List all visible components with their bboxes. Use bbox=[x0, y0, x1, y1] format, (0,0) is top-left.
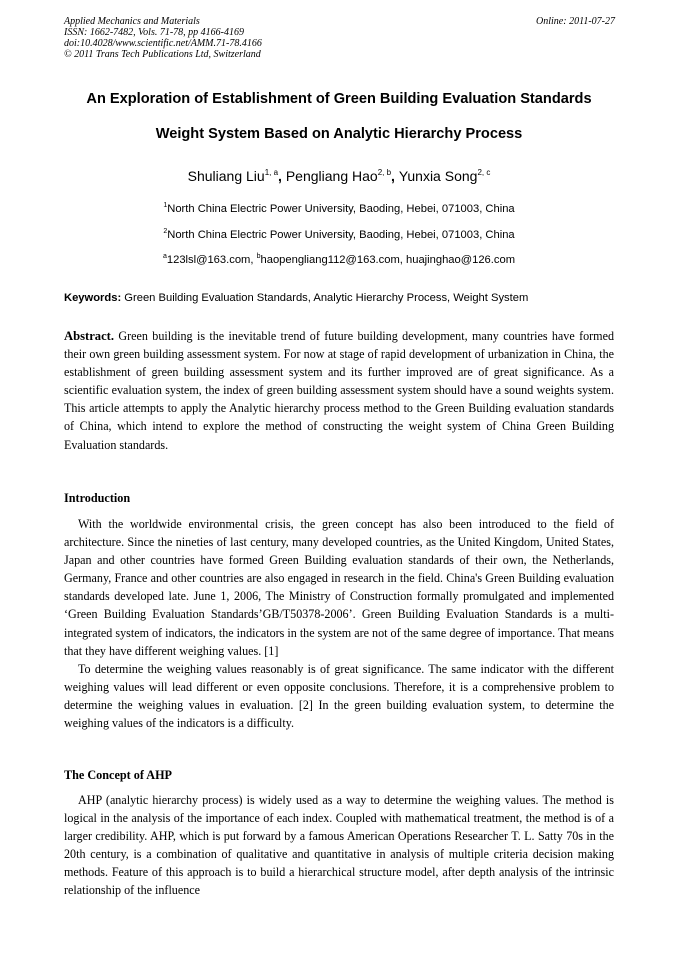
author-emails bbox=[40, 254, 638, 266]
paper-title-line-1: An Exploration of Establishment of Green Building Evaluation Standards bbox=[86, 91, 592, 107]
copyright-line: © 2011 Trans Tech Publications Ltd, Switzerland bbox=[64, 49, 261, 60]
abstract-label: Abstract. bbox=[64, 329, 115, 343]
affiliation-superscript: 2 bbox=[163, 228, 168, 235]
affiliation-text: North China Electric Power University, Baoding, Hebei, 071003, China bbox=[167, 203, 515, 215]
email-text: haopengliang112@163.com, huajinghao@126.com bbox=[260, 254, 516, 266]
affiliation-superscript: 1 bbox=[163, 202, 168, 209]
section-heading-introduction: Introduction bbox=[64, 491, 131, 505]
introduction-body bbox=[64, 515, 614, 732]
abstract-text: Green building is the inevitable trend of future building development, many countries have formed their own green building assessment system. For now at stage of rapid development of urbanization in China, the establishment of green building assessment system and its further improved are of great significance. As a scientific evaluation system, the index of green building assessment system should have a sound weights system. This article attempts to apply the Analytic hierarchy process method to the Green Building evaluation standards of China, which intend to explore the method of constructing the weight system of China Green Building Evaluation standards. bbox=[64, 329, 614, 452]
section-heading-ahp: The Concept of AHP bbox=[64, 768, 172, 782]
author-name: Pengliang Hao bbox=[285, 168, 378, 184]
author-superscript: 2, b bbox=[377, 168, 392, 177]
author-name: Shuliang Liu bbox=[187, 168, 265, 184]
email-superscript: b bbox=[256, 253, 261, 260]
journal-name: Applied Mechanics and Materials bbox=[64, 16, 200, 27]
author-separator: , bbox=[391, 168, 399, 184]
email-text: 123lsl@163.com, bbox=[166, 254, 257, 266]
affiliation-text: North China Electric Power University, Baoding, Hebei, 071003, China bbox=[167, 229, 515, 241]
keywords-label: Keywords: bbox=[64, 292, 122, 304]
author-separator: , bbox=[278, 168, 286, 184]
keywords-line bbox=[64, 292, 616, 304]
author-superscript: 2, c bbox=[477, 168, 491, 177]
email-superscript: a bbox=[162, 253, 167, 260]
doi-line: doi:10.4028/www.scientific.net/AMM.71-78.4166 bbox=[64, 38, 262, 49]
ahp-paragraph: AHP (analytic hierarchy process) is widely used as a way to determine the weighing values. The method is logical in the analysis of the importance of each index. Coupled with mathematical treatment, the method is of a larger credibility. AHP, which is put forward by a famous American Operations Researcher T. L. Satty 70s in the 20th century, is a combination of qualitative and quantitative in analysis of multiple criteria decision making methods. Feature of this approach is to build a hierarchical structure model, after depth analysis of the intrinsic relationship of the influence bbox=[64, 793, 614, 898]
author-name: Yunxia Song bbox=[398, 168, 478, 184]
author-superscript: 1, a bbox=[264, 168, 279, 177]
ahp-body bbox=[64, 791, 614, 900]
author-list bbox=[40, 168, 638, 184]
introduction-paragraph: To determine the weighing values reasonably is of great significance. The same indicator with the different weighing values will lead different or even opposite conclusions. Therefore, it is a comprehensive problem to determine the weighing values in evaluation. [2] In the green building evaluation system, to determine the weighing values of the indicators is a difficulty. bbox=[64, 661, 614, 731]
keywords-text: Green Building Evaluation Standards, Analytic Hierarchy Process, Weight System bbox=[121, 292, 529, 304]
introduction-paragraph: With the worldwide environmental crisis, the green concept has also been introduced to the field of architecture. Since the nineties of last century, many developed countries, as the United Kingdom, United States, Japan and other countries have formed Green Building evaluation standards of their own, the Netherlands, Germany, France and other countries are also engaged in research in the field. China's Green Building evaluation standards developed late. June 1, 2006, The Ministry of Construction formally promulgated and implemented ‘Green Building Evaluation Standards’GB/T50378-2006’. Green Building Evaluation Standards is a multi-integrated system of indicators, the indicators in the system are not of the same degree of importance. That means that they have different weighing values. [1] bbox=[64, 517, 614, 658]
abstract-paragraph bbox=[64, 327, 614, 454]
journal-header bbox=[64, 16, 424, 60]
paper-title-line-2: Weight System Based on Analytic Hierarchy Process bbox=[155, 126, 523, 142]
affiliation-2 bbox=[40, 229, 638, 241]
issn-line: ISSN: 1662-7482, Vols. 71-78, pp 4166-4169 bbox=[64, 27, 244, 38]
online-date: Online: 2011-07-27 bbox=[536, 16, 615, 27]
affiliation-1 bbox=[40, 203, 638, 215]
abstract bbox=[64, 327, 614, 454]
